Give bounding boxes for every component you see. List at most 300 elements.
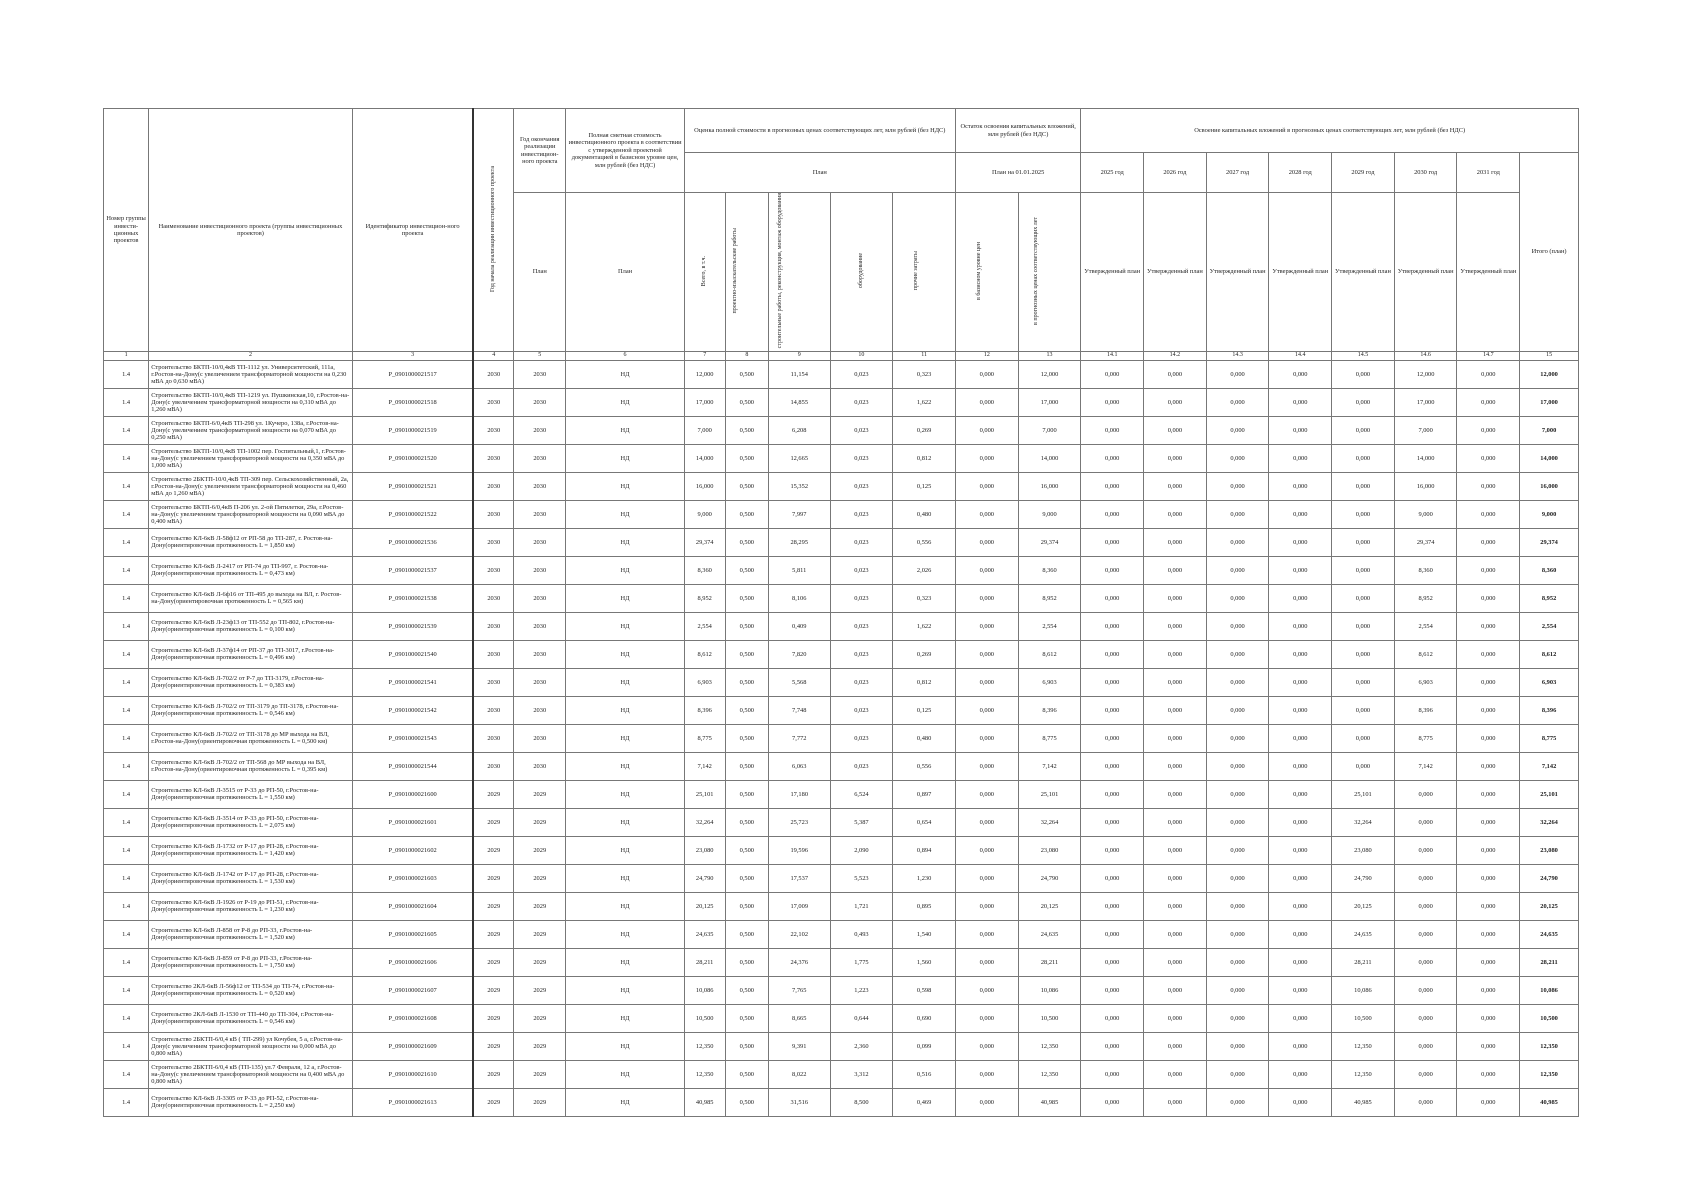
estimate-other-cell: 0,125 bbox=[893, 696, 956, 724]
remainder-basis-cell: 0,000 bbox=[955, 612, 1018, 640]
table-row bbox=[104, 360, 1579, 388]
remainder-basis-cell: 0,000 bbox=[955, 444, 1018, 472]
header-full-cost: Полная сметная стоимость инвестиционного проекта в соответствии с утвержденной проектной документацией в базисном уровне цен, млн рублей (без НДС) bbox=[566, 109, 684, 193]
year-plan-cell: 0,000 bbox=[1081, 1088, 1144, 1116]
year-plan-cell: 0,000 bbox=[1269, 976, 1332, 1004]
year-plan-cell: 0,000 bbox=[1269, 388, 1332, 416]
table-row bbox=[104, 416, 1579, 444]
estimate-construction-cell: 7,765 bbox=[768, 976, 830, 1004]
year-plan-cell: 0,000 bbox=[1206, 948, 1269, 976]
year-plan-cell: 0,000 bbox=[1457, 444, 1520, 472]
end-year-cell: 2030 bbox=[514, 360, 566, 388]
estimate-construction-cell: 22,102 bbox=[768, 920, 830, 948]
year-plan-cell: 0,000 bbox=[1332, 528, 1395, 556]
group-cell: 1.4 bbox=[104, 444, 149, 472]
year-plan-cell: 24,635 bbox=[1332, 920, 1395, 948]
remainder-forecast-cell: 20,125 bbox=[1018, 892, 1081, 920]
row-total-cell: 17,000 bbox=[1520, 388, 1579, 416]
column-number: 1 bbox=[104, 351, 149, 360]
end-year-cell: 2029 bbox=[514, 948, 566, 976]
year-plan-cell: 0,000 bbox=[1269, 556, 1332, 584]
estimate-total-cell: 20,125 bbox=[684, 892, 725, 920]
estimate-design-cell: 0,500 bbox=[725, 444, 768, 472]
year-plan-cell: 0,000 bbox=[1081, 1032, 1144, 1060]
project-id-cell: P_0901000021539 bbox=[352, 612, 473, 640]
remainder-forecast-cell: 7,000 bbox=[1018, 416, 1081, 444]
project-id-cell: P_0901000021519 bbox=[352, 416, 473, 444]
column-number: 14.2 bbox=[1144, 351, 1207, 360]
year-plan-cell: 0,000 bbox=[1394, 1088, 1457, 1116]
estimate-total-cell: 12,350 bbox=[684, 1060, 725, 1088]
project-name-cell: Строительство КЛ-6кВ Л-23ф13 от ТП-552 до ТП-802, г.Ростов-на-Дону(ориентировочная протяженность L = 0,100 км) bbox=[149, 612, 352, 640]
full-cost-cell: НД bbox=[566, 808, 684, 836]
year-plan-cell: 2,554 bbox=[1394, 612, 1457, 640]
estimate-total-cell: 14,000 bbox=[684, 444, 725, 472]
end-year-cell: 2030 bbox=[514, 500, 566, 528]
remainder-forecast-cell: 12,350 bbox=[1018, 1060, 1081, 1088]
header-total: Итого (план) bbox=[1520, 153, 1579, 352]
year-plan-cell: 0,000 bbox=[1081, 612, 1144, 640]
row-total-cell: 8,396 bbox=[1520, 696, 1579, 724]
project-id-cell: P_0901000021521 bbox=[352, 472, 473, 500]
year-plan-cell: 8,952 bbox=[1394, 584, 1457, 612]
estimate-total-cell: 16,000 bbox=[684, 472, 725, 500]
year-plan-cell: 0,000 bbox=[1206, 668, 1269, 696]
year-plan-cell: 0,000 bbox=[1144, 668, 1207, 696]
header-estimate-plan: План bbox=[684, 153, 955, 193]
remainder-basis-cell: 0,000 bbox=[955, 640, 1018, 668]
column-number: 11 bbox=[893, 351, 956, 360]
row-total-cell: 2,554 bbox=[1520, 612, 1579, 640]
full-cost-cell: НД bbox=[566, 1032, 684, 1060]
column-numbers-row bbox=[104, 351, 1579, 360]
estimate-construction-cell: 9,391 bbox=[768, 1032, 830, 1060]
estimate-other-cell: 0,480 bbox=[893, 724, 956, 752]
table-row bbox=[104, 500, 1579, 528]
estimate-equipment-cell: 0,023 bbox=[830, 612, 893, 640]
estimate-total-cell: 2,554 bbox=[684, 612, 725, 640]
year-plan-cell: 0,000 bbox=[1394, 1004, 1457, 1032]
remainder-basis-cell: 0,000 bbox=[955, 388, 1018, 416]
end-year-cell: 2029 bbox=[514, 864, 566, 892]
remainder-forecast-cell: 8,360 bbox=[1018, 556, 1081, 584]
estimate-construction-cell: 17,537 bbox=[768, 864, 830, 892]
column-number: 14.4 bbox=[1269, 351, 1332, 360]
header-year-2030: 2030 год bbox=[1394, 153, 1457, 193]
remainder-forecast-cell: 25,101 bbox=[1018, 780, 1081, 808]
header-year-2031: 2031 год bbox=[1457, 153, 1520, 193]
table-row bbox=[104, 472, 1579, 500]
table-row bbox=[104, 780, 1579, 808]
project-name-cell: Строительство КЛ-6кВ Л-3514 от Р-33 до РП-50, г.Ростов-на-Дону(ориентировочная протяженность L = 2,075 км) bbox=[149, 808, 352, 836]
remainder-forecast-cell: 8,952 bbox=[1018, 584, 1081, 612]
remainder-basis-cell: 0,000 bbox=[955, 1032, 1018, 1060]
remainder-basis-cell: 0,000 bbox=[955, 472, 1018, 500]
year-plan-cell: 0,000 bbox=[1206, 836, 1269, 864]
estimate-other-cell: 0,556 bbox=[893, 528, 956, 556]
table-row bbox=[104, 864, 1579, 892]
estimate-design-cell: 0,500 bbox=[725, 640, 768, 668]
year-plan-cell: 0,000 bbox=[1081, 668, 1144, 696]
estimate-total-cell: 10,086 bbox=[684, 976, 725, 1004]
year-plan-cell: 0,000 bbox=[1144, 836, 1207, 864]
estimate-equipment-cell: 5,523 bbox=[830, 864, 893, 892]
year-plan-cell: 0,000 bbox=[1394, 836, 1457, 864]
header-sub-design bbox=[725, 193, 768, 352]
year-plan-cell: 0,000 bbox=[1206, 1032, 1269, 1060]
year-plan-cell: 29,374 bbox=[1394, 528, 1457, 556]
end-year-cell: 2029 bbox=[514, 1032, 566, 1060]
column-number: 14.6 bbox=[1394, 351, 1457, 360]
year-plan-cell: 0,000 bbox=[1144, 808, 1207, 836]
full-cost-cell: НД bbox=[566, 752, 684, 780]
start-year-cell: 2030 bbox=[473, 612, 513, 640]
year-plan-cell: 0,000 bbox=[1081, 948, 1144, 976]
estimate-construction-cell: 5,811 bbox=[768, 556, 830, 584]
row-total-cell: 9,000 bbox=[1520, 500, 1579, 528]
year-plan-cell: 0,000 bbox=[1144, 528, 1207, 556]
year-plan-cell: 23,080 bbox=[1332, 836, 1395, 864]
table-row bbox=[104, 388, 1579, 416]
table-row bbox=[104, 612, 1579, 640]
year-plan-cell: 0,000 bbox=[1457, 472, 1520, 500]
estimate-design-cell: 0,500 bbox=[725, 1060, 768, 1088]
header-sub-equipment-text: оборудование bbox=[857, 253, 864, 289]
row-total-cell: 8,952 bbox=[1520, 584, 1579, 612]
project-id-cell: P_0901000021603 bbox=[352, 864, 473, 892]
end-year-cell: 2030 bbox=[514, 416, 566, 444]
column-number: 14.3 bbox=[1206, 351, 1269, 360]
header-approved-2027: Утвержденный план bbox=[1206, 193, 1269, 352]
project-id-cell: P_0901000021607 bbox=[352, 976, 473, 1004]
estimate-construction-cell: 8,106 bbox=[768, 584, 830, 612]
full-cost-cell: НД bbox=[566, 556, 684, 584]
year-plan-cell: 0,000 bbox=[1081, 584, 1144, 612]
estimate-total-cell: 25,101 bbox=[684, 780, 725, 808]
header-full-cost-plan: План bbox=[566, 193, 684, 352]
start-year-cell: 2029 bbox=[473, 948, 513, 976]
remainder-basis-cell: 0,000 bbox=[955, 1088, 1018, 1116]
row-total-cell: 8,775 bbox=[1520, 724, 1579, 752]
header-sub-basis bbox=[955, 193, 1018, 352]
project-name-cell: Строительство 2БКТП-10/0,4кВ ТП-309 пер. Сельскохозяйственный, 2а, г.Ростов-на-Дону(с увеличением трансформаторной мощности на 0,460 мВА до 1,260 мВА) bbox=[149, 472, 352, 500]
group-cell: 1.4 bbox=[104, 1004, 149, 1032]
estimate-total-cell: 7,142 bbox=[684, 752, 725, 780]
row-total-cell: 16,000 bbox=[1520, 472, 1579, 500]
year-plan-cell: 0,000 bbox=[1144, 948, 1207, 976]
estimate-design-cell: 0,500 bbox=[725, 752, 768, 780]
end-year-cell: 2030 bbox=[514, 584, 566, 612]
end-year-cell: 2030 bbox=[514, 388, 566, 416]
investment-table bbox=[103, 108, 1579, 1117]
start-year-cell: 2030 bbox=[473, 752, 513, 780]
year-plan-cell: 0,000 bbox=[1269, 528, 1332, 556]
remainder-basis-cell: 0,000 bbox=[955, 724, 1018, 752]
column-number: 2 bbox=[149, 351, 352, 360]
year-plan-cell: 0,000 bbox=[1206, 612, 1269, 640]
group-cell: 1.4 bbox=[104, 612, 149, 640]
group-cell: 1.4 bbox=[104, 1032, 149, 1060]
year-plan-cell: 12,000 bbox=[1394, 360, 1457, 388]
header-group-no: Номер группы инвести-ционных проектов bbox=[104, 109, 149, 352]
header-year-2026: 2026 год bbox=[1144, 153, 1207, 193]
start-year-cell: 2030 bbox=[473, 500, 513, 528]
project-name-cell: Строительство БКТП-10/0,4кВ ТП-1112 ул. Университетский, 111а, г.Ростов-на-Дону(с увеличением трансформаторной мощности на 0,230 мВА до 0,630 мВА) bbox=[149, 360, 352, 388]
year-plan-cell: 9,000 bbox=[1394, 500, 1457, 528]
project-name-cell: Строительство БКТП-6/0,4кВ П-206 ул. 2-ой Пятилетки, 29а, г.Ростов-на-Дону(с увеличением трансформаторной мощности на 0,090 мВА до 0,400 мВА) bbox=[149, 500, 352, 528]
estimate-construction-cell: 6,063 bbox=[768, 752, 830, 780]
header-year-2027: 2027 год bbox=[1206, 153, 1269, 193]
year-plan-cell: 0,000 bbox=[1269, 584, 1332, 612]
table-row bbox=[104, 668, 1579, 696]
year-plan-cell: 0,000 bbox=[1144, 416, 1207, 444]
estimate-design-cell: 0,500 bbox=[725, 416, 768, 444]
table-header bbox=[104, 109, 1579, 361]
project-id-cell: P_0901000021613 bbox=[352, 1088, 473, 1116]
column-number: 8 bbox=[725, 351, 768, 360]
estimate-equipment-cell: 0,023 bbox=[830, 724, 893, 752]
remainder-basis-cell: 0,000 bbox=[955, 668, 1018, 696]
estimate-design-cell: 0,500 bbox=[725, 1088, 768, 1116]
estimate-other-cell: 0,125 bbox=[893, 472, 956, 500]
project-id-cell: P_0901000021610 bbox=[352, 1060, 473, 1088]
year-plan-cell: 0,000 bbox=[1144, 472, 1207, 500]
row-total-cell: 14,000 bbox=[1520, 444, 1579, 472]
full-cost-cell: НД bbox=[566, 696, 684, 724]
year-plan-cell: 0,000 bbox=[1332, 668, 1395, 696]
year-plan-cell: 0,000 bbox=[1457, 808, 1520, 836]
table-row bbox=[104, 836, 1579, 864]
year-plan-cell: 8,360 bbox=[1394, 556, 1457, 584]
group-cell: 1.4 bbox=[104, 808, 149, 836]
estimate-other-cell: 0,895 bbox=[893, 892, 956, 920]
project-id-cell: P_0901000021602 bbox=[352, 836, 473, 864]
estimate-construction-cell: 17,180 bbox=[768, 780, 830, 808]
end-year-cell: 2030 bbox=[514, 528, 566, 556]
estimate-equipment-cell: 1,721 bbox=[830, 892, 893, 920]
year-plan-cell: 0,000 bbox=[1081, 500, 1144, 528]
group-cell: 1.4 bbox=[104, 388, 149, 416]
year-plan-cell: 0,000 bbox=[1269, 864, 1332, 892]
table-row bbox=[104, 556, 1579, 584]
year-plan-cell: 0,000 bbox=[1269, 892, 1332, 920]
estimate-total-cell: 28,211 bbox=[684, 948, 725, 976]
project-name-cell: Строительство КЛ-6кВ Л-6ф16 от ТП-495 до выхода на ВЛ, г. Ростов-на-Дону(ориентировочная протяженность L = 0,565 км) bbox=[149, 584, 352, 612]
full-cost-cell: НД bbox=[566, 1004, 684, 1032]
start-year-cell: 2030 bbox=[473, 472, 513, 500]
estimate-other-cell: 0,598 bbox=[893, 976, 956, 1004]
group-cell: 1.4 bbox=[104, 360, 149, 388]
year-plan-cell: 0,000 bbox=[1081, 360, 1144, 388]
estimate-design-cell: 0,500 bbox=[725, 528, 768, 556]
start-year-cell: 2029 bbox=[473, 1088, 513, 1116]
year-plan-cell: 0,000 bbox=[1332, 696, 1395, 724]
estimate-equipment-cell: 3,312 bbox=[830, 1060, 893, 1088]
column-number: 13 bbox=[1018, 351, 1081, 360]
year-plan-cell: 0,000 bbox=[1394, 1060, 1457, 1088]
estimate-other-cell: 0,690 bbox=[893, 1004, 956, 1032]
header-sub-basis-text: в базисном уровне цен bbox=[975, 241, 982, 300]
year-plan-cell: 0,000 bbox=[1394, 808, 1457, 836]
project-name-cell: Строительство КЛ-6кВ Л-702/2 от ТП-3179 до ТП-3178, г.Ростов-на-Дону(ориентировочная протяженность L = 0,546 км) bbox=[149, 696, 352, 724]
year-plan-cell: 0,000 bbox=[1269, 1088, 1332, 1116]
table-row bbox=[104, 920, 1579, 948]
estimate-equipment-cell: 0,023 bbox=[830, 444, 893, 472]
project-id-cell: P_0901000021517 bbox=[352, 360, 473, 388]
end-year-cell: 2030 bbox=[514, 668, 566, 696]
row-total-cell: 24,635 bbox=[1520, 920, 1579, 948]
project-id-cell: P_0901000021542 bbox=[352, 696, 473, 724]
estimate-total-cell: 29,374 bbox=[684, 528, 725, 556]
project-id-cell: P_0901000021600 bbox=[352, 780, 473, 808]
start-year-cell: 2030 bbox=[473, 360, 513, 388]
header-end-year-plan: План bbox=[514, 193, 566, 352]
remainder-basis-cell: 0,000 bbox=[955, 528, 1018, 556]
project-id-cell: P_0901000021520 bbox=[352, 444, 473, 472]
year-plan-cell: 0,000 bbox=[1144, 584, 1207, 612]
row-total-cell: 7,142 bbox=[1520, 752, 1579, 780]
year-plan-cell: 0,000 bbox=[1144, 444, 1207, 472]
project-name-cell: Строительство КЛ-6кВ Л-58ф12 от РП-58 до ТП-287, г. Ростов-на-Дону(ориентировочная протяженность L = 1,850 км) bbox=[149, 528, 352, 556]
full-cost-cell: НД bbox=[566, 948, 684, 976]
estimate-total-cell: 12,000 bbox=[684, 360, 725, 388]
header-estimate: Оценка полной стоимости в прогнозных ценах соответствующих лет, млн рублей (без НДС) bbox=[684, 109, 955, 153]
full-cost-cell: НД bbox=[566, 1060, 684, 1088]
estimate-total-cell: 8,396 bbox=[684, 696, 725, 724]
estimate-construction-cell: 7,997 bbox=[768, 500, 830, 528]
project-name-cell: Строительство КЛ-6кВ Л-3515 от Р-33 до РП-50, г.Ростов-на-Дону(ориентировочная протяженность L = 1,550 км) bbox=[149, 780, 352, 808]
estimate-other-cell: 0,812 bbox=[893, 668, 956, 696]
year-plan-cell: 0,000 bbox=[1144, 864, 1207, 892]
column-number: 4 bbox=[473, 351, 513, 360]
estimate-design-cell: 0,500 bbox=[725, 556, 768, 584]
year-plan-cell: 0,000 bbox=[1206, 472, 1269, 500]
table-body bbox=[104, 360, 1579, 1116]
year-plan-cell: 20,125 bbox=[1332, 892, 1395, 920]
remainder-forecast-cell: 24,790 bbox=[1018, 864, 1081, 892]
estimate-equipment-cell: 1,223 bbox=[830, 976, 893, 1004]
project-id-cell: P_0901000021601 bbox=[352, 808, 473, 836]
year-plan-cell: 32,264 bbox=[1332, 808, 1395, 836]
group-cell: 1.4 bbox=[104, 1088, 149, 1116]
header-approved-2025: Утвержденный план bbox=[1081, 193, 1144, 352]
year-plan-cell: 0,000 bbox=[1394, 920, 1457, 948]
year-plan-cell: 0,000 bbox=[1269, 752, 1332, 780]
end-year-cell: 2030 bbox=[514, 612, 566, 640]
end-year-cell: 2029 bbox=[514, 892, 566, 920]
year-plan-cell: 0,000 bbox=[1269, 640, 1332, 668]
header-year-2029: 2029 год bbox=[1332, 153, 1395, 193]
project-id-cell: P_0901000021608 bbox=[352, 1004, 473, 1032]
year-plan-cell: 0,000 bbox=[1457, 976, 1520, 1004]
group-cell: 1.4 bbox=[104, 416, 149, 444]
table-row bbox=[104, 584, 1579, 612]
table-row bbox=[104, 752, 1579, 780]
project-name-cell: Строительство 2БКТП-6/0,4 кВ ( ТП-299) ул Кочубея, 5 а, г.Ростов-на-Дону(с увеличением трансформаторной мощности на 0,000 мВА до 0,800 мВА) bbox=[149, 1032, 352, 1060]
remainder-forecast-cell: 24,635 bbox=[1018, 920, 1081, 948]
estimate-other-cell: 1,540 bbox=[893, 920, 956, 948]
full-cost-cell: НД bbox=[566, 920, 684, 948]
estimate-total-cell: 17,000 bbox=[684, 388, 725, 416]
estimate-total-cell: 24,635 bbox=[684, 920, 725, 948]
year-plan-cell: 0,000 bbox=[1081, 724, 1144, 752]
table-row bbox=[104, 444, 1579, 472]
estimate-construction-cell: 7,748 bbox=[768, 696, 830, 724]
remainder-forecast-cell: 8,775 bbox=[1018, 724, 1081, 752]
year-plan-cell: 7,000 bbox=[1394, 416, 1457, 444]
year-plan-cell: 0,000 bbox=[1081, 556, 1144, 584]
project-id-cell: P_0901000021604 bbox=[352, 892, 473, 920]
year-plan-cell: 0,000 bbox=[1269, 920, 1332, 948]
full-cost-cell: НД bbox=[566, 780, 684, 808]
remainder-forecast-cell: 32,264 bbox=[1018, 808, 1081, 836]
remainder-forecast-cell: 2,554 bbox=[1018, 612, 1081, 640]
group-cell: 1.4 bbox=[104, 780, 149, 808]
year-plan-cell: 0,000 bbox=[1081, 472, 1144, 500]
year-plan-cell: 0,000 bbox=[1457, 892, 1520, 920]
remainder-basis-cell: 0,000 bbox=[955, 976, 1018, 1004]
start-year-cell: 2029 bbox=[473, 1004, 513, 1032]
year-plan-cell: 0,000 bbox=[1081, 892, 1144, 920]
table-row bbox=[104, 724, 1579, 752]
year-plan-cell: 0,000 bbox=[1332, 612, 1395, 640]
remainder-basis-cell: 0,000 bbox=[955, 500, 1018, 528]
year-plan-cell: 0,000 bbox=[1206, 528, 1269, 556]
estimate-construction-cell: 25,723 bbox=[768, 808, 830, 836]
year-plan-cell: 0,000 bbox=[1457, 500, 1520, 528]
header-approved-2029: Утвержденный план bbox=[1332, 193, 1395, 352]
estimate-other-cell: 0,556 bbox=[893, 752, 956, 780]
start-year-cell: 2030 bbox=[473, 388, 513, 416]
estimate-equipment-cell: 2,360 bbox=[830, 1032, 893, 1060]
year-plan-cell: 10,500 bbox=[1332, 1004, 1395, 1032]
year-plan-cell: 0,000 bbox=[1457, 1088, 1520, 1116]
estimate-construction-cell: 31,516 bbox=[768, 1088, 830, 1116]
year-plan-cell: 0,000 bbox=[1457, 556, 1520, 584]
start-year-cell: 2029 bbox=[473, 836, 513, 864]
start-year-cell: 2029 bbox=[473, 976, 513, 1004]
remainder-forecast-cell: 23,080 bbox=[1018, 836, 1081, 864]
year-plan-cell: 0,000 bbox=[1081, 752, 1144, 780]
year-plan-cell: 0,000 bbox=[1269, 668, 1332, 696]
start-year-cell: 2030 bbox=[473, 444, 513, 472]
estimate-other-cell: 1,230 bbox=[893, 864, 956, 892]
full-cost-cell: НД bbox=[566, 864, 684, 892]
header-mastery: Освоение капитальных вложений в прогнозных ценах соответствующих лет, млн рублей (без НДС) bbox=[1081, 109, 1579, 153]
year-plan-cell: 0,000 bbox=[1269, 416, 1332, 444]
project-name-cell: Строительство БКТП-10/0,4кВ ТП-1219 ул. Пушкинская,10, г.Ростов-на-Дону(с увеличением трансформаторной мощности на 0,310 мВА до 1,260 мВА) bbox=[149, 388, 352, 416]
year-plan-cell: 0,000 bbox=[1206, 752, 1269, 780]
year-plan-cell: 7,142 bbox=[1394, 752, 1457, 780]
group-cell: 1.4 bbox=[104, 584, 149, 612]
estimate-other-cell: 0,269 bbox=[893, 416, 956, 444]
header-sub-total bbox=[684, 193, 725, 352]
start-year-cell: 2029 bbox=[473, 1060, 513, 1088]
table-row bbox=[104, 640, 1579, 668]
end-year-cell: 2029 bbox=[514, 920, 566, 948]
remainder-basis-cell: 0,000 bbox=[955, 920, 1018, 948]
year-plan-cell: 0,000 bbox=[1269, 1032, 1332, 1060]
project-id-cell: P_0901000021543 bbox=[352, 724, 473, 752]
header-sub-forecast-text: в прогнозных ценах соответствующих лет bbox=[1032, 216, 1039, 325]
estimate-construction-cell: 7,820 bbox=[768, 640, 830, 668]
estimate-design-cell: 0,500 bbox=[725, 892, 768, 920]
estimate-design-cell: 0,500 bbox=[725, 808, 768, 836]
row-total-cell: 28,211 bbox=[1520, 948, 1579, 976]
header-sub-construction bbox=[768, 193, 830, 352]
project-id-cell: P_0901000021605 bbox=[352, 920, 473, 948]
year-plan-cell: 0,000 bbox=[1269, 1004, 1332, 1032]
